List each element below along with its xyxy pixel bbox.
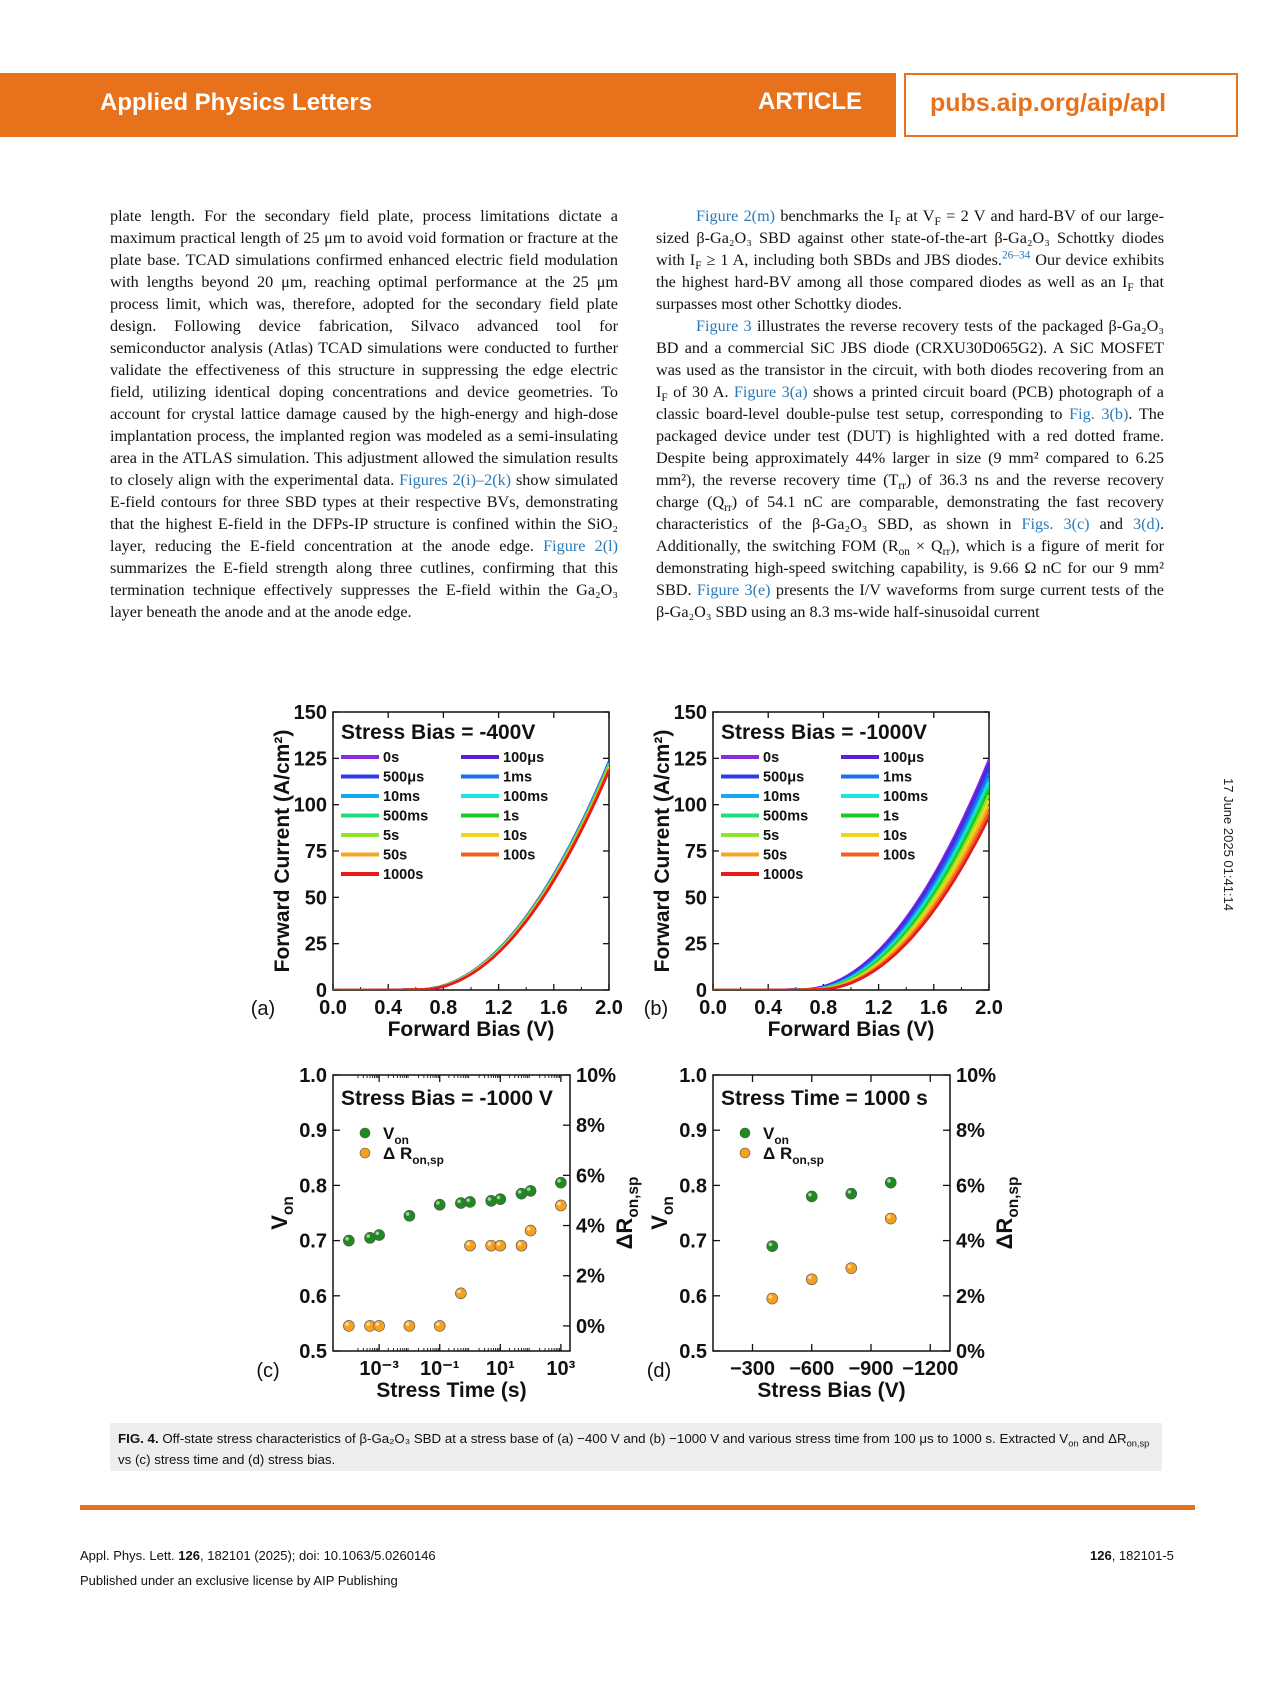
y-tick-label: 125: [673, 748, 707, 771]
text-run: ) of 54.1 nC are comparable, demonstrating the fast recovery characteristics of the β-Ga₂O₃ SBD, as shown in: [656, 493, 1165, 533]
legend-label: 1s: [503, 808, 520, 825]
plot-frame: [713, 1075, 950, 1351]
legend-label: 0s: [383, 750, 400, 766]
label-part: V: [647, 1215, 672, 1230]
point-highlight: [376, 1231, 380, 1235]
point-highlight: [497, 1242, 501, 1246]
data-point-delta-ron: [495, 1240, 506, 1251]
data-point-von: [465, 1196, 476, 1207]
x-tick-label: 10³: [546, 1358, 576, 1380]
figure-link[interactable]: Fig. 3(b): [1069, 405, 1129, 423]
y-tick-label: 125: [293, 748, 327, 771]
y-tick-label: 0.9: [299, 1120, 327, 1143]
data-point-von: [343, 1235, 354, 1246]
citation-volume: 126: [178, 1548, 200, 1563]
point-highlight: [366, 1234, 370, 1238]
label-subscript: on,sp: [625, 1176, 643, 1218]
point-highlight: [345, 1322, 349, 1326]
y2-axis-label: [992, 1177, 1022, 1250]
y2-tick-label: 0%: [956, 1341, 985, 1363]
point-highlight: [518, 1242, 522, 1246]
subscript: F: [1127, 282, 1134, 295]
x-tick-label: −1200: [902, 1358, 959, 1380]
citation-text: Appl. Phys. Lett.: [80, 1548, 179, 1563]
point-highlight: [848, 1265, 852, 1269]
data-point-von: [806, 1191, 817, 1202]
text-run: Our device exhibits the highest hard-BV among all those compared diodes as well as an I: [656, 251, 1164, 291]
y-tick-label: 0.5: [679, 1341, 707, 1363]
text-run: and: [1089, 515, 1133, 533]
x-tick-label: 2.0: [975, 997, 1003, 1019]
x-tick-label: 0.4: [374, 997, 403, 1019]
x-axis-label: Stress Time (s): [376, 1379, 527, 1402]
x-tick-label: 1.2: [484, 997, 513, 1019]
figure-link[interactable]: Figs. 3(c): [1021, 515, 1090, 533]
data-point-von: [767, 1241, 778, 1252]
figure-link[interactable]: Figure 2(m): [696, 207, 776, 225]
caption-label: FIG. 4.: [118, 1431, 159, 1446]
data-point-delta-ron: [455, 1288, 466, 1299]
y-tick-label: 50: [304, 887, 327, 910]
legend-label: 500ms: [383, 808, 429, 825]
y-axis-label: [267, 1196, 297, 1230]
figure-link[interactable]: 3(d): [1133, 515, 1160, 533]
panel-label: (b): [643, 998, 669, 1020]
y2-tick-label: 10%: [956, 1065, 997, 1087]
legend-label: 100μs: [883, 750, 925, 766]
text-run: ), which is a figure of merit for demonstrating high-speed switching capability, is 9.66 Ω nC for our 9 mm² SBD.: [656, 537, 1164, 599]
label-part: ΔR: [992, 1217, 1017, 1250]
panel-label: (d): [646, 1360, 672, 1382]
y-tick-label: 25: [304, 933, 327, 956]
y2-tick-label: 2%: [576, 1265, 605, 1288]
y2-tick-label: 4%: [956, 1230, 985, 1253]
text-run: shows a printed circuit board (PCB) photograph of a classic board-level double-pulse test setup, corresponding to: [656, 383, 1164, 423]
y2-tick-label: 6%: [576, 1165, 605, 1188]
legend-label: 1000s: [383, 867, 424, 883]
subscript: F: [894, 216, 901, 229]
y-tick-label: 0.9: [679, 1120, 707, 1143]
legend-label: 0s: [763, 750, 780, 766]
x-tick-label: 1.2: [864, 997, 893, 1019]
data-point-von: [495, 1194, 506, 1205]
point-highlight: [406, 1212, 410, 1216]
data-point-delta-ron: [343, 1320, 354, 1331]
text-run: summarizes the E-field strength along three cutlines, confirming that this termination technique effectively suppresses the E-field within the Ga₂O₃ layer beneath the anode and at the anode edge.: [110, 559, 618, 621]
point-highlight: [557, 1202, 561, 1206]
data-point-von: [846, 1188, 857, 1199]
legend-label: 100ms: [883, 789, 929, 805]
figure-link[interactable]: Figure 3(e): [696, 581, 771, 599]
series-line-10s: [333, 767, 609, 990]
y-tick-label: 150: [293, 702, 327, 724]
caption-text: Off-state stress characteristics of β-Ga₂O₃ SBD at a stress base of (a) −400 V and (b) −1000 V and various stress time from 100 μs to 1000 s. Extracted V: [158, 1431, 1069, 1446]
data-point-delta-ron: [525, 1225, 536, 1236]
x-tick-label: 0.8: [809, 997, 838, 1019]
point-highlight: [527, 1227, 531, 1231]
text-run: = 2 V and hard-BV of our large-sized β-Ga₂O₃ SBD against other state-of-the-art β-Ga₂O₃ Schottky diodes with I: [656, 207, 1164, 269]
legend-label: 10ms: [763, 789, 801, 805]
y2-tick-label: 0%: [576, 1315, 605, 1338]
text-run: plate length. For the secondary field plate, process limitations dictate a maximum practical length of 25 μm to avoid void formation or fracture at the plate base. TCAD simulations confirmed enhanced electric field modulation with lengths beyond 20 μm, reaching optimal performance at the 25 μm process limit, which was, therefore, adopted for the secondary field plate design. Following device fabrication, Silvaco advanced tool for semiconductor analysis (Atlas) TCAD simulations were conducted to further validate the effectiveness of this structure in suppressing the edge electric field, utilizing identical doping concentrations and device geometries. To account for crystal lattice damage caused by the high-energy and high-dose implantation process, the implanted region was modeled as a semi-insulating area in the ATLAS simulation. This adjustment allowed the simulation results to closely align with the experimental data.: [110, 207, 618, 489]
subscript: on: [1068, 1438, 1079, 1449]
point-highlight: [406, 1322, 410, 1326]
y-tick-label: 1.0: [299, 1065, 327, 1087]
series-line-1s: [333, 765, 609, 990]
label-subscript: on: [774, 1132, 789, 1147]
point-highlight: [457, 1199, 461, 1203]
point-highlight: [376, 1322, 380, 1326]
license-note: Published under an exclusive license by AIP Publishing: [80, 1573, 398, 1588]
data-point-von: [555, 1177, 566, 1188]
label-subscript: on,sp: [792, 1152, 824, 1167]
text-run: of 30 A.: [667, 383, 734, 401]
x-axis-label: Stress Bias (V): [757, 1379, 906, 1402]
legend-label: 100μs: [503, 750, 545, 766]
legend-marker: [360, 1148, 370, 1158]
point-highlight: [488, 1242, 492, 1246]
x-tick-label: 10⁻³: [359, 1358, 399, 1380]
series-line-5s: [333, 766, 609, 990]
y2-tick-label: 2%: [956, 1285, 985, 1308]
y-tick-label: 0: [315, 980, 327, 1002]
point-highlight: [808, 1193, 812, 1197]
data-point-von: [374, 1230, 385, 1241]
text-run: presents the I/V waveforms from surge current tests of the β-Ga₂O₃ SBD using an 8.3 ms-wide half-sinusoidal current: [656, 581, 1164, 621]
text-run: ) of 36.3 ns and the reverse recovery charge (Q: [656, 471, 1164, 511]
legend-label: 100s: [503, 847, 536, 864]
point-highlight: [887, 1215, 891, 1219]
legend-label: 500ms: [763, 808, 809, 825]
y-axis-label: Forward Current (A/cm²): [651, 729, 674, 973]
chart-annotation: Stress Bias = -1000V: [721, 721, 928, 744]
point-highlight: [457, 1290, 461, 1294]
point-highlight: [466, 1242, 470, 1246]
y-tick-label: 50: [684, 887, 707, 910]
figure-link[interactable]: Figure 2(l): [543, 537, 619, 555]
subscript: on: [898, 546, 910, 559]
footer-rule: [80, 1505, 1195, 1510]
legend-label: 50s: [763, 847, 788, 864]
data-point-delta-ron: [806, 1274, 817, 1285]
figure-caption: [110, 1423, 1162, 1471]
legend-label: 50s: [383, 847, 408, 864]
article-label: ARTICLE: [758, 88, 862, 115]
legend-label: 1s: [883, 808, 900, 825]
label-subscript: on: [280, 1196, 298, 1216]
legend-marker: [360, 1128, 370, 1138]
y-tick-label: 75: [684, 841, 707, 863]
chart-annotation: Stress Bias = -1000 V: [341, 1087, 553, 1110]
legend-label: [763, 1144, 824, 1167]
data-point-delta-ron: [846, 1263, 857, 1274]
data-point-von: [885, 1177, 896, 1188]
text-run: × Q: [909, 537, 943, 555]
label-subscript: on,sp: [412, 1152, 444, 1167]
label-subscript: on,sp: [1005, 1176, 1023, 1218]
text-run: show simulated E-field contours for three SBD types at their respective BVs, demonstrating that the highest E-field in the DFPs-IP structure is confined within the SiO₂ layer, reducing the E-field concentration at the anode edge.: [110, 471, 618, 555]
data-point-von: [434, 1199, 445, 1210]
legend-label: 1000s: [763, 867, 804, 883]
y-axis-label: [647, 1196, 677, 1230]
point-highlight: [769, 1243, 773, 1247]
point-highlight: [518, 1190, 522, 1194]
data-point-delta-ron: [374, 1320, 385, 1331]
chart-panel-d: [647, 1065, 1022, 1402]
series-line-1000s: [713, 817, 989, 990]
series-line-500ms: [333, 764, 609, 990]
y-tick-label: 0.8: [299, 1175, 327, 1198]
y-tick-label: 100: [673, 794, 707, 817]
legend-label: 500μs: [763, 769, 805, 786]
point-highlight: [557, 1179, 561, 1183]
x-tick-label: −300: [729, 1358, 776, 1380]
series-line-100s: [333, 769, 609, 990]
y-tick-label: 0.5: [299, 1341, 327, 1363]
reference-link[interactable]: 26–34: [1001, 249, 1031, 262]
y-tick-label: 1.0: [679, 1065, 707, 1087]
y-tick-label: 25: [684, 933, 707, 956]
point-highlight: [436, 1322, 440, 1326]
y-tick-label: 150: [673, 702, 707, 724]
page-text: , 182101-5: [1111, 1548, 1174, 1563]
text-run: illustrates the reverse recovery tests of the packaged β-Ga₂O₃ BD and a commercial SiC JBS diode (CRXU30D065G2). A SiC MOSFET was used as the transistor in the circuit, with both diodes recovering from an I: [656, 317, 1164, 401]
y-axis-label: Forward Current (A/cm²): [271, 729, 294, 973]
point-highlight: [848, 1190, 852, 1194]
point-highlight: [887, 1179, 891, 1183]
subscript: rr: [724, 502, 732, 515]
label-subscript: on: [660, 1196, 678, 1216]
x-tick-label: 10⁻¹: [419, 1358, 460, 1380]
point-highlight: [808, 1276, 812, 1280]
legend-label: 10s: [503, 828, 528, 844]
chart-annotation: Stress Time = 1000 s: [721, 1087, 928, 1110]
data-point-delta-ron: [516, 1240, 527, 1251]
data-point-delta-ron: [885, 1213, 896, 1224]
chart-annotation: Stress Bias = -400V: [341, 721, 536, 744]
legend-label: 10s: [883, 828, 908, 844]
legend-label: 1ms: [503, 769, 533, 786]
subscript: rr: [898, 480, 906, 493]
x-tick-label: 0.0: [699, 997, 727, 1019]
point-highlight: [527, 1187, 531, 1191]
y2-tick-label: 10%: [576, 1065, 617, 1087]
data-point-delta-ron: [404, 1320, 415, 1331]
point-highlight: [366, 1322, 370, 1326]
y2-tick-label: 8%: [576, 1115, 605, 1138]
y2-axis-label: [612, 1177, 642, 1250]
x-tick-label: 0.4: [754, 997, 783, 1019]
figure-link[interactable]: Figures 2(i)–2(k): [399, 471, 512, 489]
caption-text: and ΔR: [1078, 1431, 1127, 1446]
data-point-delta-ron: [434, 1320, 445, 1331]
label-part: Δ R: [763, 1144, 793, 1163]
label-part: ΔR: [612, 1217, 637, 1250]
data-point-delta-ron: [767, 1293, 778, 1304]
point-highlight: [466, 1198, 470, 1202]
point-highlight: [488, 1197, 492, 1201]
panel-label: (c): [256, 1360, 280, 1382]
caption-text: vs (c) stress time and (d) stress bias.: [118, 1452, 336, 1467]
legend-label: 100ms: [503, 789, 549, 805]
y-tick-label: 0.6: [299, 1285, 327, 1308]
figure-link[interactable]: Figure 3: [696, 317, 752, 335]
legend-marker: [740, 1148, 750, 1158]
text-run: at V: [900, 207, 935, 225]
x-tick-label: 2.0: [595, 997, 623, 1019]
y-tick-label: 0.6: [679, 1285, 707, 1308]
y-tick-label: 0.8: [679, 1175, 707, 1198]
point-highlight: [345, 1237, 349, 1241]
point-highlight: [497, 1196, 501, 1200]
subscript: rr: [942, 546, 951, 559]
x-tick-label: 1.6: [919, 997, 948, 1019]
label-part: V: [267, 1215, 292, 1230]
text-run: ≥ 1 A, including both SBDs and JBS diodes.: [701, 251, 1002, 269]
legend-label: 100s: [883, 847, 916, 864]
series-line-50s: [333, 768, 609, 990]
y-tick-label: 0.7: [679, 1230, 707, 1253]
citation-text: , 182101 (2025); doi: 10.1063/5.0260146: [199, 1548, 436, 1563]
y-tick-label: 0: [695, 980, 707, 1002]
chart-panel-b: [644, 702, 1003, 1041]
data-point-delta-ron: [555, 1200, 566, 1211]
y2-tick-label: 8%: [956, 1120, 985, 1143]
legend-label: 1ms: [883, 769, 913, 786]
data-point-delta-ron: [465, 1240, 476, 1251]
journal-title: Applied Physics Letters: [100, 89, 373, 116]
x-tick-label: 10¹: [485, 1358, 515, 1380]
site-link[interactable]: pubs.aip.org/aip/apl: [930, 89, 1167, 117]
series-line-1000s: [333, 771, 609, 990]
point-highlight: [769, 1295, 773, 1299]
download-timestamp: 17 June 2025 01:41:14: [1221, 778, 1236, 912]
label-part: Δ R: [383, 1144, 413, 1163]
y2-tick-label: 6%: [956, 1175, 985, 1198]
chart-panel-a: [251, 702, 623, 1041]
text-run: . Additionally, the switching FOM (R: [656, 515, 1165, 555]
citation: [80, 1548, 436, 1563]
x-axis-label: Forward Bias (V): [767, 1018, 935, 1041]
subscript: F: [695, 260, 702, 273]
label-part: V: [763, 1124, 775, 1143]
figure-link[interactable]: Figure 3(a): [733, 383, 808, 401]
data-point-von: [525, 1185, 536, 1196]
text-run: . The packaged device under test (DUT) is highlighted with a red dotted frame. Despite being approximately 44% larger in size (9 mm² compared to 6.25 mm²), the reverse recovery time (T: [656, 405, 1165, 489]
y2-tick-label: 4%: [576, 1215, 605, 1238]
legend-label: 5s: [763, 828, 780, 844]
series-line-10s: [713, 801, 989, 991]
panel-label: (a): [250, 998, 276, 1020]
label-subscript: on: [394, 1132, 409, 1147]
point-highlight: [436, 1201, 440, 1205]
x-tick-label: −900: [848, 1358, 894, 1380]
data-point-von: [404, 1210, 415, 1221]
x-tick-label: 1.6: [539, 997, 568, 1019]
y-tick-label: 0.7: [299, 1230, 327, 1253]
page-volume: 126: [1090, 1548, 1112, 1563]
text-run: that surpasses most other Schottky diodes.: [656, 273, 1164, 313]
subscript: on,sp: [1126, 1438, 1150, 1449]
subscript: F: [661, 392, 668, 405]
legend-label: 10ms: [383, 789, 421, 805]
legend-label: [383, 1144, 444, 1167]
page-number: [1090, 1548, 1174, 1563]
y-tick-label: 75: [304, 841, 327, 863]
legend-label: 500μs: [383, 769, 425, 786]
legend-marker: [740, 1128, 750, 1138]
x-axis-label: Forward Bias (V): [387, 1018, 555, 1041]
plot-frame: [333, 1075, 570, 1351]
subscript: F: [934, 216, 941, 229]
series-line-100s: [713, 812, 989, 990]
x-tick-label: 0.0: [319, 997, 347, 1019]
chart-panel-c: [256, 1065, 642, 1402]
text-run: benchmarks the I: [775, 207, 895, 225]
x-tick-label: −600: [789, 1358, 835, 1380]
legend-label: 5s: [383, 828, 400, 844]
y-tick-label: 100: [293, 794, 327, 817]
label-part: V: [383, 1124, 395, 1143]
x-tick-label: 0.8: [429, 997, 458, 1019]
